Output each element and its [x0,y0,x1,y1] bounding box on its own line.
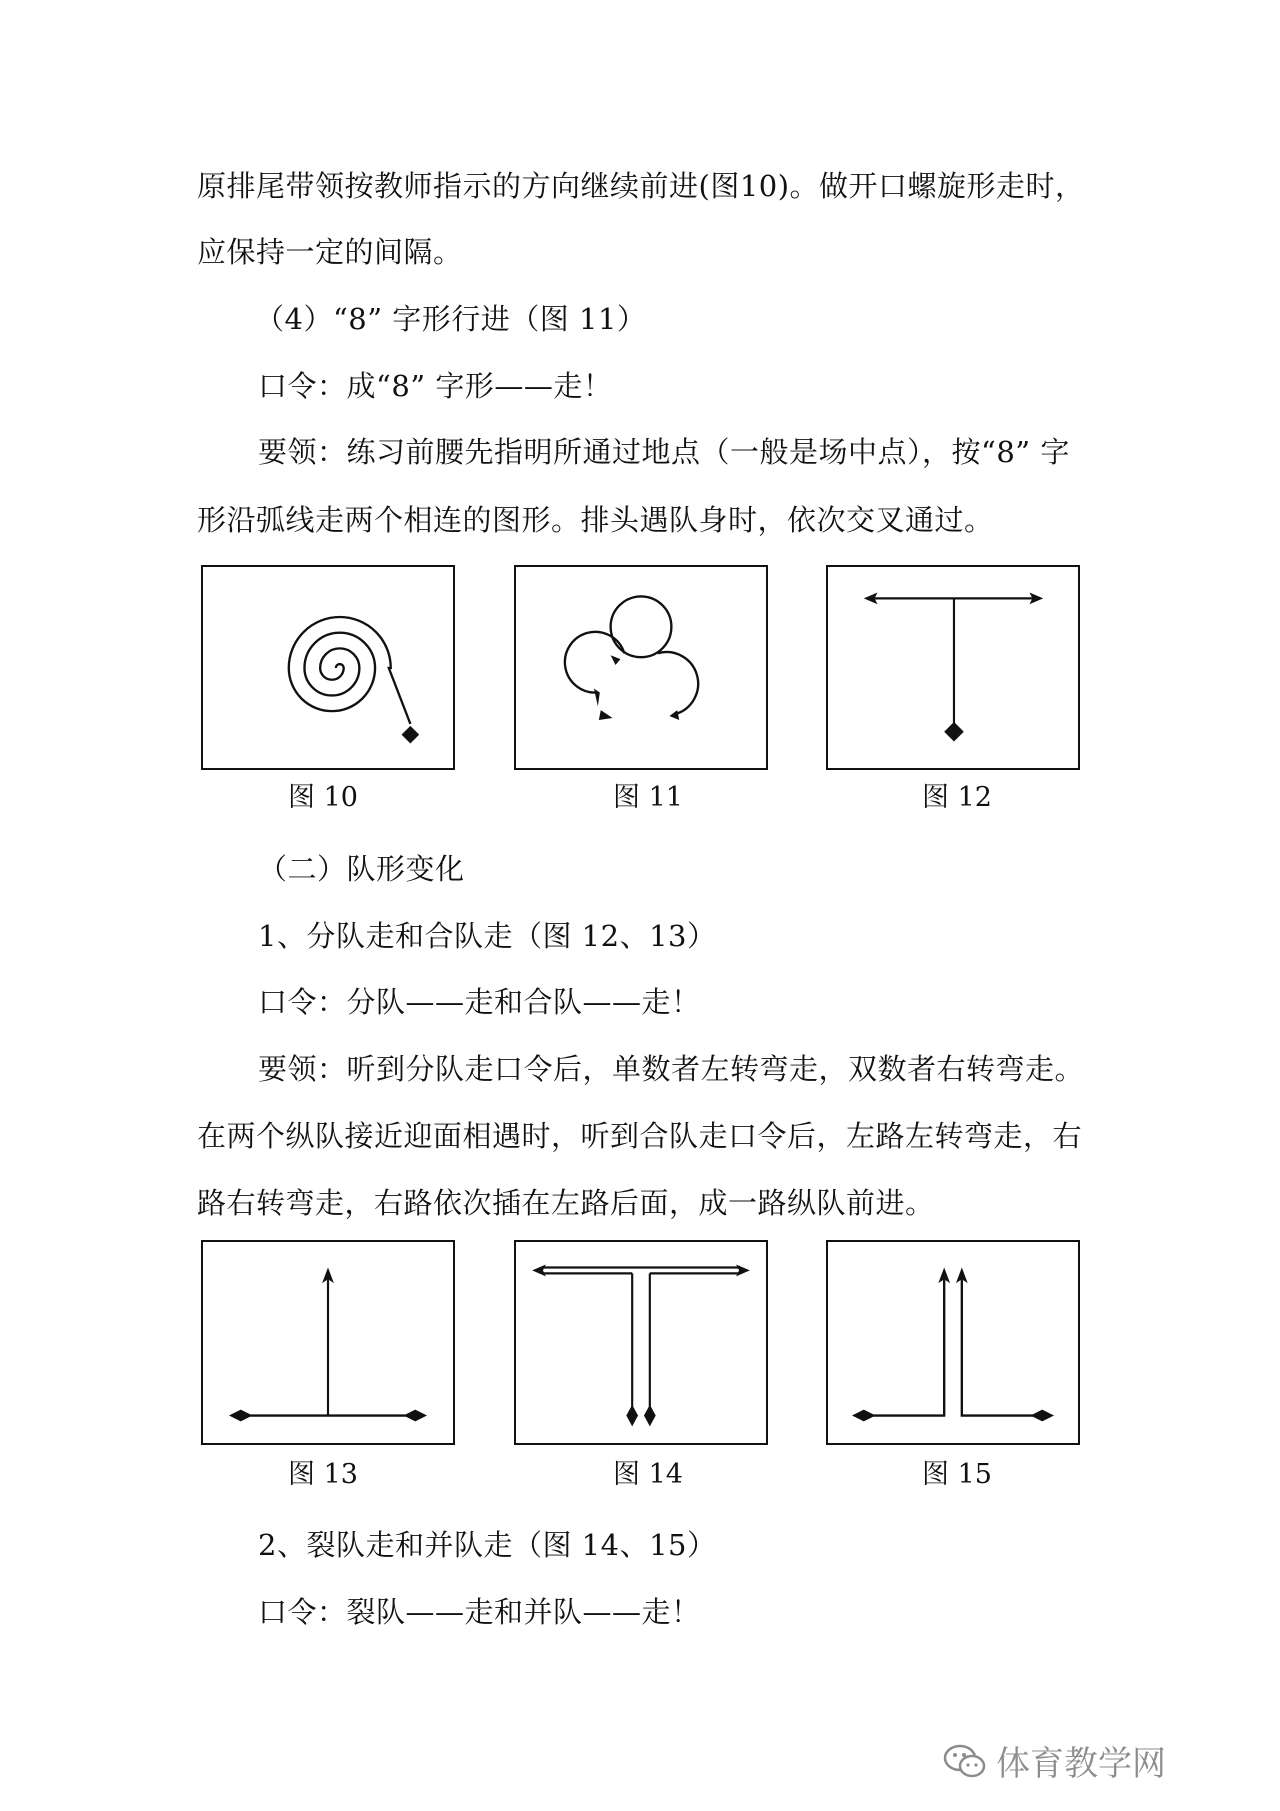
paragraph-line-10: 要领：听到分队走口令后，单数者左转弯走，双数者右转弯走。 [258,1052,1085,1086]
double-merge-path-icon [828,1242,1078,1443]
figure-11-caption: 图 11 [613,782,683,813]
figure-15-caption: 图 15 [922,1459,992,1490]
figure-12-t-split [826,565,1080,770]
subsection-heading-break-join: 2、裂队走和并队走（图 14、15） [258,1528,717,1562]
figure-13-merge [201,1240,455,1445]
command-split-merge: 口令：分队——走和合队——走！ [258,985,701,1019]
arrowhead-left-icon [599,710,613,720]
paragraph-line-2: 应保持一定的间隔。 [197,235,463,269]
left-diamond-icon [229,1410,253,1422]
paragraph-line-11: 在两个纵队接近迎面相遇时，听到合队走口令后，左路左转弯走，右 [197,1119,1083,1153]
section-heading-formation-change: （二）队形变化 [258,852,465,886]
spiral-line [289,617,411,724]
start-diamond-icon [402,726,420,744]
right-diamond-icon [1030,1410,1054,1422]
right-path [962,1279,1042,1415]
watermark [942,1736,1166,1785]
figure-13-caption: 图 13 [288,1459,358,1490]
command-break-join: 口令：裂队——走和并队——走！ [258,1595,701,1629]
figure-14-double-split [514,1240,768,1445]
section-heading-figure-eight: （4）“8” 字形行进（图 11） [255,302,647,336]
arrowhead-right-icon [669,710,679,720]
arrow-left-icon [532,1265,546,1277]
arrow-right-icon [736,1265,750,1277]
left-diamond-icon [626,1405,638,1427]
wechat-icon [942,1741,988,1781]
left-path [864,1279,944,1415]
figure-eight-path-icon [516,567,766,768]
figure-11-figure-eight [514,565,768,770]
t-split-path-icon [828,567,1078,768]
figure-12-caption: 图 12 [922,782,992,813]
double-split-path-icon [516,1242,766,1443]
figure-10-caption: 图 10 [288,782,358,813]
subsection-heading-split-merge: 1、分队走和合队走（图 12、13） [258,919,717,953]
paragraph-line-5: 要领：练习前腰先指明所通过地点（一般是场中点），按“8” 字 [258,435,1070,469]
right-diamond-icon [644,1405,656,1427]
start-diamond-icon [944,722,964,742]
arrowhead-cross-icon [611,655,621,665]
figure-14-caption: 图 14 [613,1459,683,1490]
merge-path-icon [203,1242,453,1443]
upper-loop [611,596,672,657]
right-diamond-icon [403,1410,427,1422]
paragraph-line-6: 形沿弧线走两个相连的图形。排头遇队身时，依次交叉通过。 [197,503,994,537]
command-figure-eight: 口令：成“8” 字形——走！ [258,369,613,403]
paragraph-line-1: 原排尾带领按教师指示的方向继续前进(图10)。做开口螺旋形走时， [197,169,1085,203]
paragraph-line-12: 路右转弯走，右路依次插在左路后面，成一路纵队前进。 [197,1186,935,1220]
figure-15-double-merge [826,1240,1080,1445]
watermark-text: 体育教学网 [996,1744,1166,1784]
figure-10-spiral [201,565,455,770]
arrow-left-icon [594,689,600,707]
spiral-path-icon [203,567,453,768]
left-diamond-icon [852,1410,876,1422]
lower-right-arc [658,652,698,714]
